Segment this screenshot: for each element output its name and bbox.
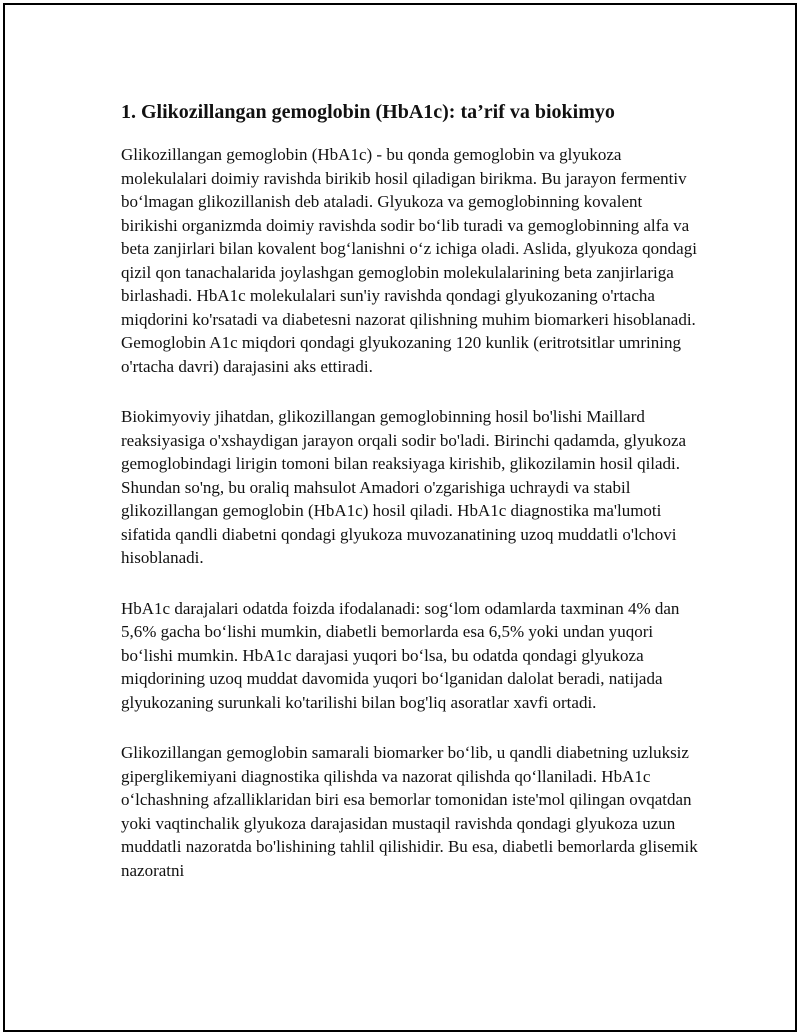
page-frame <box>3 3 797 1032</box>
section-heading: 1. Glikozillangan gemoglobin (HbA1c): ta’rif va biokimyo <box>121 101 615 123</box>
document-body <box>121 99 701 909</box>
paragraph-definition: Glikozillangan gemoglobin (HbA1c) - bu qonda gemoglobin va glyukoza molekulalari doimiy ravishda birikib hosil qiladigan birikma. Bu jarayon fermentiv bo‘lmagan glikozillanish deb ataladi. Glyukoza va gemoglobinning kovalent birikishi organizmda doimiy ravishda sodir bo‘lib turadi va gemoglobinning alfa va beta zanjirlari bilan kovalent bog‘lanishni o‘z ichiga oladi. Aslida, glyukoza qondagi qizil qon tanachalarida joylashgan gemoglobin molekulalarining beta zanjirlariga birlashadi. HbA1c molekulalari sun'iy ravishda qondagi glyukozaning o'rtacha miqdorini ko'rsatadi va diabetesni nazorat qilishning muhim biomarkeri hisoblanadi. Gemoglobin A1c miqdori qondagi glyukozaning 120 kunlik (eritrotsitlar umrining o'rtacha davri) darajasini aks ettiradi. <box>121 145 697 376</box>
paragraph-biomarker: Glikozillangan gemoglobin samarali biomarker bo‘lib, u qandli diabetning uzluksiz giperglikemiyani diagnostika qilishda va nazorat qilishda qo‘llaniladi. HbA1c o‘lchashning afzalliklaridan biri esa bemorlar tomonidan iste'mol qilingan ovqatdan yoki vaqtinchalik glyukoza darajasidan mustaqil ravishda qondagi glyukoza uzun muddatli nazoratda bo'lishining tahlil qilishidir. Bu esa, diabetli bemorlarda glisemik nazoratni <box>121 743 698 880</box>
paragraph-biochemistry: Biokimyoviy jihatdan, glikozillangan gemoglobinning hosil bo'lishi Maillard reaksiyasiga o'xshaydigan jarayon orqali sodir bo'ladi. Birinchi qadamda, glyukoza gemoglobindagi lirigin tomoni bilan reaksiyaga kirishib, glikozilamin hosil qiladi. Shundan so'ng, bu oraliq mahsulot Amadori o'zgarishiga uchraydi va stabil glikozillangan gemoglobin (HbA1c) hosil qiladi. HbA1c diagnostika ma'lumoti sifatida qandli diabetni qondagi glyukoza muvozanatining uzoq muddatli o'lchovi hisoblanadi. <box>121 407 687 567</box>
paragraph-levels: HbA1c darajalari odatda foizda ifodalanadi: sog‘lom odamlarda taxminan 4% dan 5,6% gacha bo‘lishi mumkin, diabetli bemorlarda esa 6,5% yoki undan yuqori bo‘lishi mumkin. HbA1c darajasi yuqori bo‘lsa, bu odatda qondagi glyukoza miqdorining uzoq muddat davomida yuqori bo‘lganidan dalolat beradi, natijada glyukozaning surunkali ko'tarilishi bilan bog'liq asoratlar xavfi ortadi. <box>121 598 680 712</box>
